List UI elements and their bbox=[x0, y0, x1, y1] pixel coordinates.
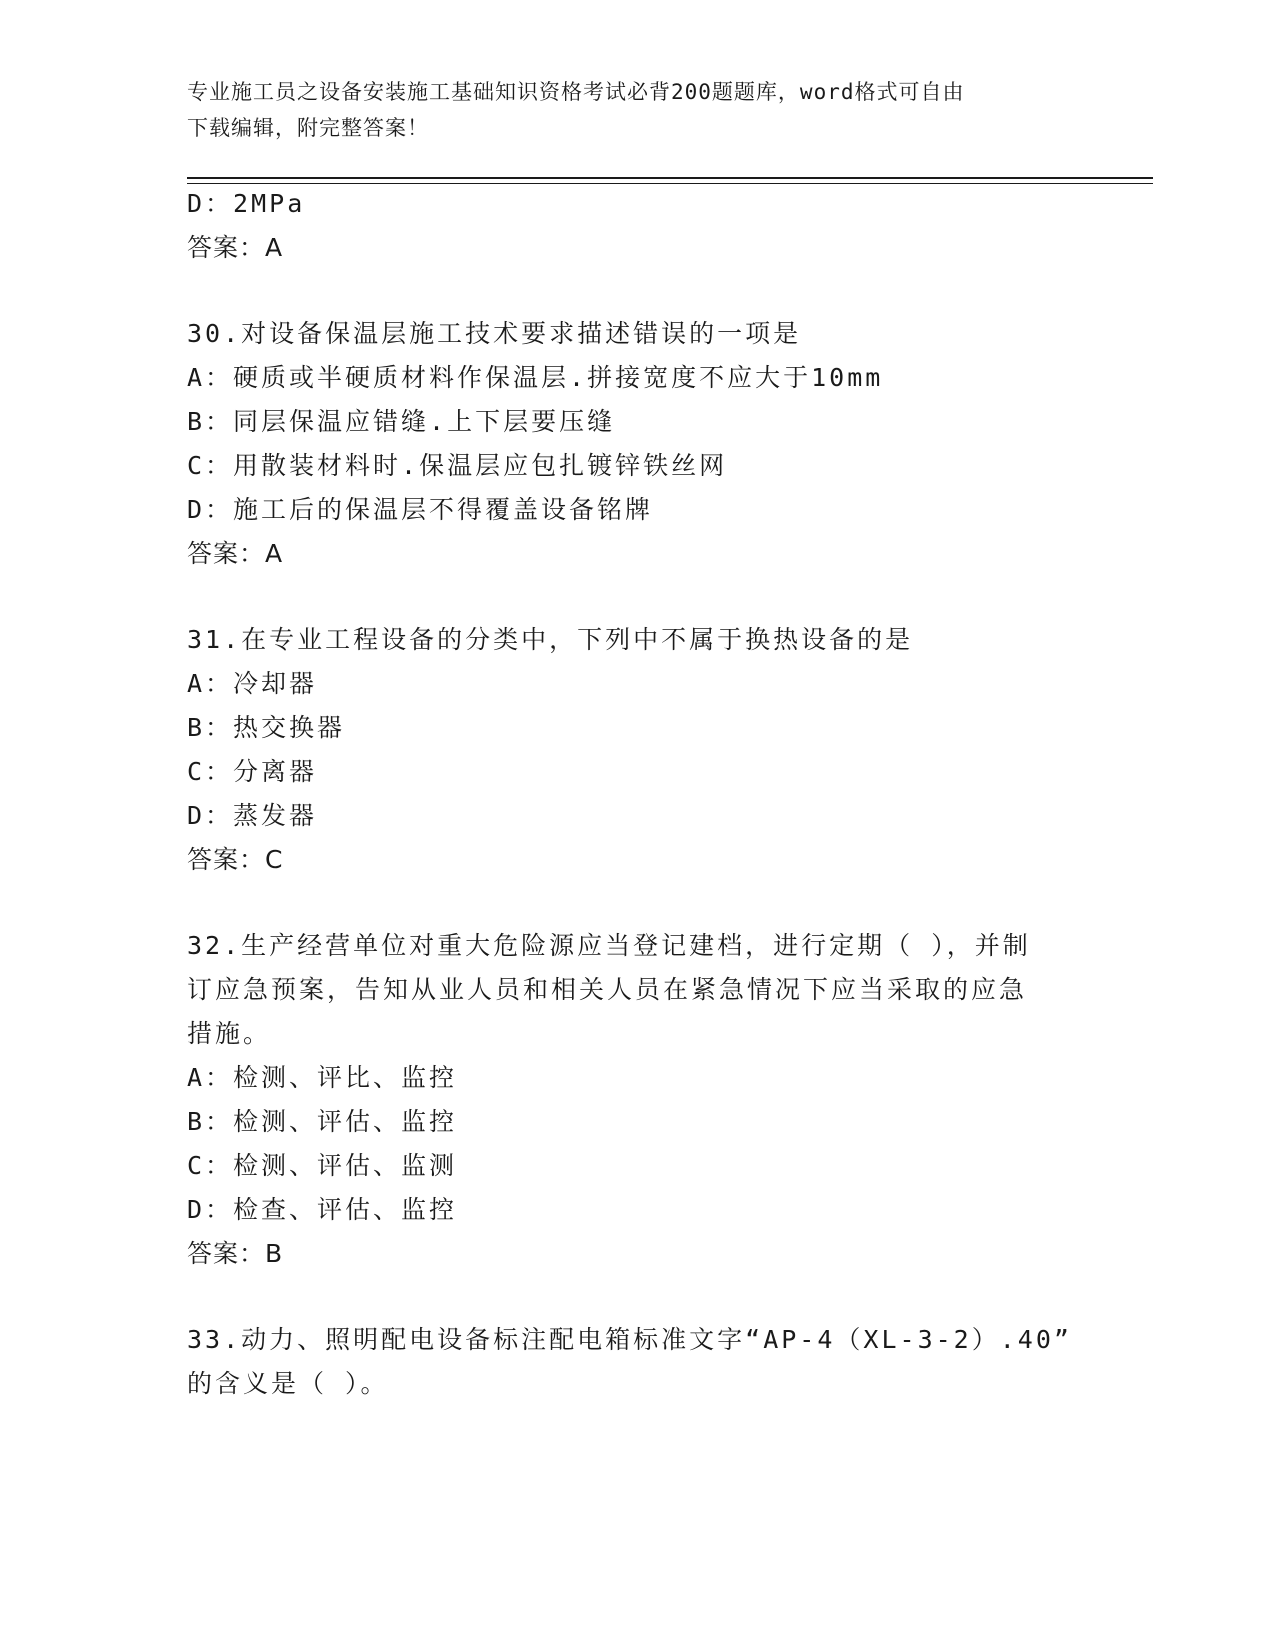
q32-stem-line-1: 32.生产经营单位对重大危险源应当登记建档，进行定期（ ），并制 bbox=[187, 931, 1031, 960]
q31-stem: 31.在专业工程设备的分类中，下列中不属于换热设备的是 bbox=[187, 625, 914, 654]
header-title-line-2: 下载编辑，附完整答案！ bbox=[187, 116, 429, 140]
q30-option-b: B：同层保温应错缝.上下层要压缝 bbox=[187, 407, 616, 436]
q33-stem-line-2: 的含义是（ ）。 bbox=[187, 1369, 389, 1398]
q30-option-d: D：施工后的保温层不得覆盖设备铭牌 bbox=[187, 495, 654, 524]
q30-answer: 答案：A bbox=[187, 539, 284, 568]
q29-answer: 答案：A bbox=[187, 233, 284, 262]
q32-answer: 答案：B bbox=[187, 1239, 284, 1268]
q33-stem-line-1: 33.动力、照明配电设备标注配电箱标准文字“AP-4（XL-3-2）.40” bbox=[187, 1325, 1072, 1354]
q31-answer: 答案：C bbox=[187, 845, 284, 874]
q31-option-a: A：冷却器 bbox=[187, 669, 318, 698]
q31-option-c: C：分离器 bbox=[187, 757, 318, 786]
q31-option-d: D：蒸发器 bbox=[187, 801, 318, 830]
q31-option-b: B：热交换器 bbox=[187, 713, 346, 742]
q32-option-c: C：检测、评估、监测 bbox=[187, 1151, 458, 1180]
q30-option-c: C：用散装材料时.保温层应包扎镀锌铁丝网 bbox=[187, 451, 728, 480]
q30-option-a: A：硬质或半硬质材料作保温层.拼接宽度不应大于10mm bbox=[187, 363, 884, 392]
q32-option-a: A：检测、评比、监控 bbox=[187, 1063, 458, 1092]
header-title-line-1: 专业施工员之设备安装施工基础知识资格考试必背200题题库，word格式可自由 bbox=[187, 80, 965, 104]
q30-stem: 30.对设备保温层施工技术要求描述错误的一项是 bbox=[187, 319, 802, 348]
q32-stem-line-2: 订应急预案，告知从业人员和相关人员在紧急情况下应当采取的应急 bbox=[187, 975, 1028, 1004]
header-divider-thick bbox=[187, 177, 1153, 179]
document-header bbox=[187, 74, 1067, 146]
q32-option-d: D：检查、评估、监控 bbox=[187, 1195, 458, 1224]
header-divider-thin bbox=[187, 183, 1153, 184]
q32-option-b: B：检测、评估、监控 bbox=[187, 1107, 458, 1136]
q29-option-d: D：2MPa bbox=[187, 189, 306, 218]
q32-stem-line-3: 措施。 bbox=[187, 1019, 272, 1048]
